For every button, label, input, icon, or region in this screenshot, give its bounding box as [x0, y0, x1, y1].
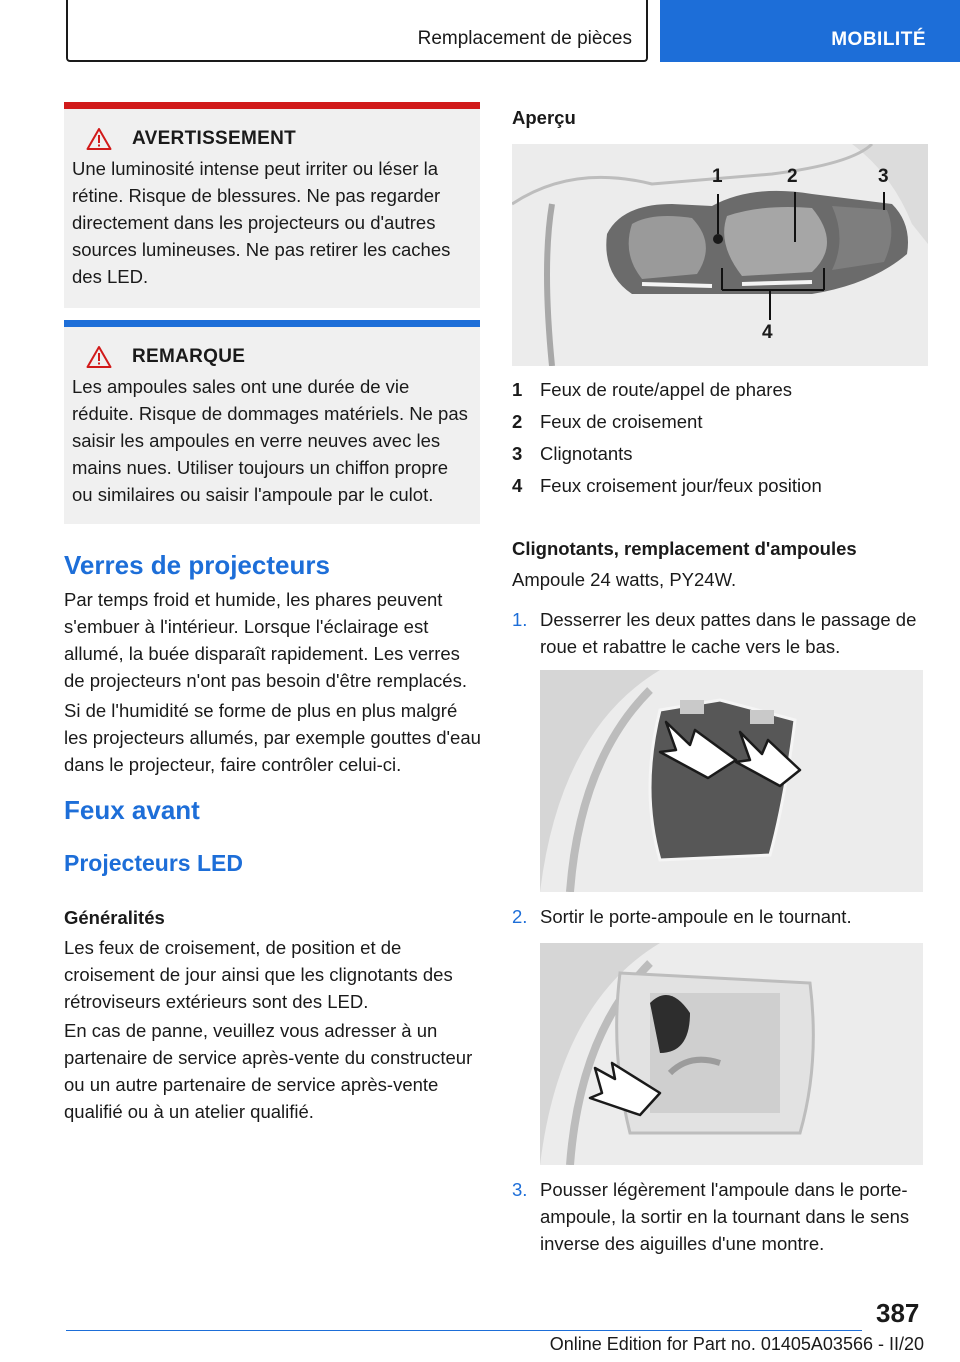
- note-callout: [64, 320, 480, 524]
- bulb-holder-image: [540, 943, 923, 1165]
- step-text: Sortir le porte-ampoule en le tournant.: [540, 906, 852, 927]
- warning-title: AVERTISSEMENT: [132, 128, 297, 149]
- step-1: [512, 606, 930, 660]
- apercu-heading: Aperçu: [512, 107, 576, 128]
- warning-triangle-icon: [86, 127, 112, 151]
- legend-number: 1: [512, 379, 523, 400]
- legend-number: 2: [512, 411, 523, 432]
- clignotants-heading: Clignotants, remplacement d'ampoules: [512, 538, 857, 559]
- warning-callout: [64, 102, 480, 308]
- header-frame: [66, 0, 648, 62]
- verres-heading: Verres de projecteurs: [64, 550, 330, 580]
- warning-text: Une luminosité intense peut irriter ou léser la rétine. Risque de blessures. Ne pas regarder directement dans les projecteurs ou d'autres sources lumineuses. Ne pas retirer les caches des LED.: [72, 158, 451, 287]
- feux-heading: Feux avant: [64, 795, 200, 825]
- section-title: Remplacement de pièces: [417, 28, 632, 49]
- legend-item: [512, 438, 932, 470]
- tab-mobilite[interactable]: MOBILITÉ: [660, 0, 960, 62]
- step-2: [512, 903, 930, 930]
- bulb-spec: Ampoule 24 watts, PY24W.: [512, 569, 737, 590]
- step-number: 1.: [512, 609, 528, 630]
- legend-number: 4: [512, 475, 523, 496]
- legend-number: 3: [512, 443, 523, 464]
- step-3: [512, 1176, 930, 1257]
- legend-text: Feux de route/appel de phares: [540, 379, 792, 400]
- page-number: 387: [876, 1298, 920, 1328]
- step-text: Desserrer les deux pattes dans le passage de roue et rabattre le cache vers le bas.: [540, 609, 917, 657]
- warning-bar: [64, 102, 480, 109]
- edition-note: Online Edition for Part no. 01405A03566 - II/20: [549, 1334, 924, 1354]
- generalites-heading: Généralités: [64, 907, 165, 928]
- verres-paragraph-2: Si de l'humidité se forme de plus en plus malgré les projecteurs allumés, par exemple gouttes d'eau dans le projecteur, faire contrôler celui-ci.: [64, 700, 481, 775]
- legend-item: [512, 470, 932, 502]
- warning-triangle-icon: [86, 345, 112, 369]
- legend-item: [512, 374, 932, 406]
- figure-label-1: 1: [712, 166, 723, 187]
- figure-label-3: 3: [878, 166, 889, 187]
- note-text: Les ampoules sales ont une durée de vie réduite. Risque de dommages matériels. Ne pas saisir les ampoules en verre neuves avec les mains nues. Utiliser toujours un chiffon propre ou similaires ou saisir l'ampoule par le culot.: [72, 376, 468, 505]
- figure-label-4: 4: [762, 322, 773, 343]
- legend-text: Feux croisement jour/feux position: [540, 475, 822, 496]
- step-number: 2.: [512, 906, 528, 927]
- headlight-overview-image: [512, 144, 928, 366]
- note-bar: [64, 320, 480, 327]
- step-number: 3.: [512, 1179, 528, 1200]
- wheel-arch-cover-image: [540, 670, 923, 892]
- feux-subheading: Projecteurs LED: [64, 850, 243, 876]
- feux-paragraph-2: En cas de panne, veuillez vous adresser à un partenaire de service après-vente du constructeur ou un autre partenaire de service après-vente qualifié ou à un atelier qualifié.: [64, 1020, 473, 1122]
- step-text: Pousser légèrement l'ampoule dans le porte-ampoule, la sortir en la tournant dans le sens inverse des aiguilles d'une montre.: [540, 1179, 910, 1254]
- footer-rule: [66, 1330, 862, 1331]
- apercu-legend: [512, 374, 932, 502]
- legend-text: Clignotants: [540, 443, 633, 464]
- note-title: REMARQUE: [132, 346, 246, 367]
- legend-item: [512, 406, 932, 438]
- verres-paragraph-1: Par temps froid et humide, les phares peuvent s'embuer à l'intérieur. Lorsque l'éclairage est allumé, la buée disparaît rapidement. Les verres de projecteurs n'ont pas besoin d'être remplacés.: [64, 589, 467, 691]
- legend-text: Feux de croisement: [540, 411, 703, 432]
- figure-label-2: 2: [787, 166, 798, 187]
- feux-paragraph-1: Les feux de croisement, de position et de croisement de jour ainsi que les clignotants des rétroviseurs extérieurs sont des LED.: [64, 937, 453, 1012]
